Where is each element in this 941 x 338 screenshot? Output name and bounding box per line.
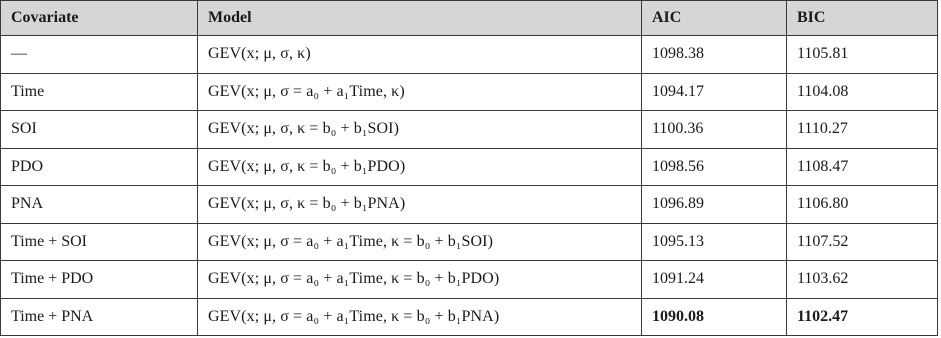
table-row [1,223,938,261]
header-aic: AIC [642,1,787,36]
aic-cell: 1098.56 [642,148,787,186]
header-bic: BIC [787,1,938,36]
bic-cell: 1104.08 [787,73,938,111]
model-cell: GEV(x; μ, σ, κ = b₀ + b₁SOI) [198,111,642,149]
aic-cell: 1090.08 [642,298,787,336]
aic-cell: 1091.24 [642,261,787,299]
aic-cell: 1098.38 [642,36,787,74]
table-row [1,73,938,111]
bic-cell: 1105.81 [787,36,938,74]
aic-cell: 1094.17 [642,73,787,111]
table-row [1,148,938,186]
bic-cell: 1110.27 [787,111,938,149]
aic-cell: 1095.13 [642,223,787,261]
table-row [1,298,938,336]
table-row [1,261,938,299]
table-row [1,186,938,224]
model-cell: GEV(x; μ, σ, κ = b₀ + b₁PNA) [198,186,642,224]
model-cell: GEV(x; μ, σ = a₀ + a₁Time, κ) [198,73,642,111]
bic-cell: 1106.80 [787,186,938,224]
covariate-cell: Time + PNA [1,298,198,336]
bic-cell: 1107.52 [787,223,938,261]
bic-cell: 1102.47 [787,298,938,336]
aic-cell: 1100.36 [642,111,787,149]
table-body [1,36,938,336]
covariate-cell: PDO [1,148,198,186]
table-row [1,111,938,149]
header-covariate: Covariate [1,1,198,36]
covariate-cell: Time + PDO [1,261,198,299]
aic-cell: 1096.89 [642,186,787,224]
covariate-cell: — [1,36,198,74]
model-cell: GEV(x; μ, σ = a₀ + a₁Time, κ = b₀ + b₁PDO) [198,261,642,299]
model-cell: GEV(x; μ, σ = a₀ + a₁Time, κ = b₀ + b₁SOI) [198,223,642,261]
model-cell: GEV(x; μ, σ = a₀ + a₁Time, κ = b₀ + b₁PNA) [198,298,642,336]
table-row [1,36,938,74]
covariate-cell: PNA [1,186,198,224]
bic-cell: 1108.47 [787,148,938,186]
covariate-cell: Time [1,73,198,111]
header-row [1,1,938,36]
model-cell: GEV(x; μ, σ, κ = b₀ + b₁PDO) [198,148,642,186]
covariate-cell: Time + SOI [1,223,198,261]
header-model: Model [198,1,642,36]
covariate-cell: SOI [1,111,198,149]
bic-cell: 1103.62 [787,261,938,299]
model-cell: GEV(x; μ, σ, κ) [198,36,642,74]
